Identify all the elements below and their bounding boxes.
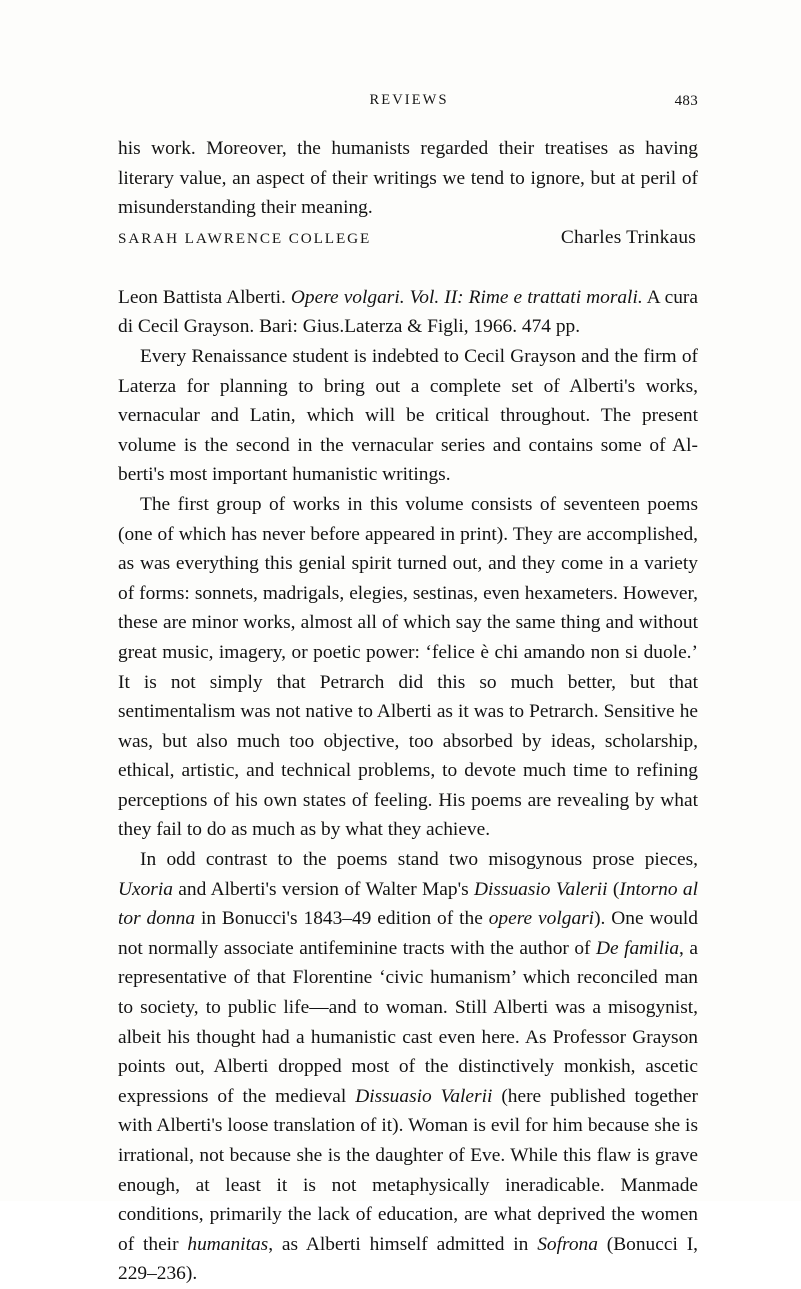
previous-review-closing-paragraph: his work. Moreover, the humanists regarded their treatises as having literary value, an aspect of their writings we tend to ignore, but at peril of misunderstanding their meaning. — [118, 138, 698, 219]
reviewer-name: Charles Trinkaus — [560, 226, 696, 248]
book-citation: Leon Battista Alberti. Opere volgari. Vol. II: Rime e trattati morali. A cura di Cecil Grayson. Bari: Gius.Laterza & Figli, 1966. 474 pp. — [118, 286, 698, 338]
page-number: 483 — [674, 93, 698, 109]
review-paragraph-1: Every Renaissance student is indebted to Cecil Grayson and the firm of Laterza for planning to bring out a complete set of Alberti's works, vernacular and Latin, which will be critical throughout. The present volume is the second in the vernacular series and contains some of Alberti's most important humanistic writings. — [118, 345, 698, 486]
review-paragraph-2: The first group of works in this volume consists of seventeen poems (one of which has never before appeared in print). They are accomplished, as was everything this genial spirit turned out, and they come in a variety of forms: sonnets, madrigals, elegies, sestinas, even hexameters. However, these are minor works, almost all of which say the same thing and without great music, imagery, or poetic power: ‘felice è chi amando non si duole.’ It is not simply that Petrarch did this so much better, but that sentimentalism was not native to Alberti as it was to Petrarch. Sensitive he was, but also much too objective, too absorbed by ideas, scholarship, ethical, artistic, and technical problems, to devote much time to refining perceptions of his own states of feeling. His poems are revealing by what they fail to do as much as by what they achieve. — [118, 493, 698, 841]
reviewer-affiliation: SARAH LAWRENCE COLLEGE — [118, 229, 372, 247]
section-spacer — [118, 249, 698, 283]
running-head — [118, 92, 698, 122]
running-head-title: REVIEWS — [369, 92, 449, 108]
previous-review-signature — [118, 227, 698, 249]
text-block — [118, 92, 698, 1289]
review-paragraph-3: In odd contrast to the poems stand two misogynous prose pieces, Uxoria and Alberti's version of Walter Map's Dissuasio Valerii (Intorno al tor donna in Bonucci's 1843–49 edition of the opere volgari). One would not normally associate antifeminine tracts with the author of De familia, a representative of that Florentine ‘civic humanism’ which reconciled man to society, to public life—and to woman. Still Alberti was a misogynist, albeit his thought had a humanistic cast even here. As Professor Grayson points out, Alberti dropped most of the distinctively monkish, ascetic expressions of the medieval Dissuasio Valerii (here published together with Alberti's loose translation of it). Woman is evil for him because she is irrational, not because she is the daughter of Eve. While this flaw is grave enough, at least it is not metaphysically ineradicable. Manmade conditions, primarily the lack of education, are what deprived the women of their humanitas, as Alberti himself admitted in Sofrona (Bonucci I, 229–236). — [118, 849, 698, 1285]
